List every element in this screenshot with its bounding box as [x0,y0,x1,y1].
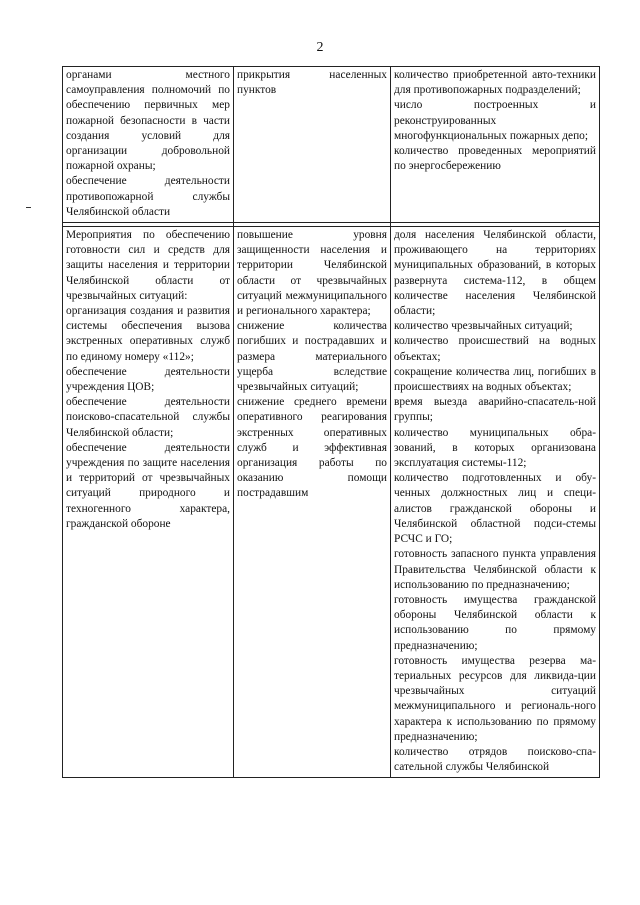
cell-paragraph: число построенных и реконструированных многофункциональных пожарных депо; [394,99,596,142]
cell-paragraph: обеспечение деятельности учреждения по защите населения и территорий от чрезвычайных ситуаций природного и техногенного характера, гражданской обороне [66,441,230,530]
cell-paragraph: готовность запасного пункта управления Правительства Челябинской области к использованию по предназначению; [394,548,596,591]
cell-paragraph: доля населения Челябинской области, проживающего на территориях муниципальных образований, в которых развернута система-112, в общем количестве населения Челябинской области; [394,229,596,318]
table-row [63,67,600,223]
page-number: 2 [316,40,324,55]
cell-paragraph: количество проведенных мероприятий по энергосбережению [394,145,596,173]
cell-paragraph: организация создания и развития системы обеспечения вызова экстренных оперативных служб по единому номеру «112»; [66,305,230,363]
indicators-table [62,66,600,778]
cell-paragraph: готовность имущества гражданской обороны Челябинской области к использованию по прямому предназначению; [394,593,596,652]
cell-paragraph: повышение уровня защищенности населения и территории Челябинской области от чрезвычайных ситуаций межмуниципального и регионального характера; [237,229,387,318]
table-cell-col2 [234,227,391,778]
cell-paragraph: обеспечение деятельности поисково-спасательной службы Челябинской области; [66,396,230,439]
cell-paragraph: сокращение количества лиц, погибших в происшествиях на водных объектах; [394,365,596,394]
cell-paragraph: Мероприятия по обеспечению готовности сил и средств для защиты населения и территории Челябинской области от чрезвычайных ситуаций: [66,229,230,302]
cell-paragraph: снижение количества погибших и пострадавших и размера материального ущерба вследствие чрезвычайных ситуаций; [237,320,387,394]
cell-paragraph: количество подготовленных и обу-ченных должностных лиц и специ-алистов гражданской обороны и Челябинской областной подси-стемы РСЧС и ГО; [394,472,596,546]
table-cell-col1 [63,67,234,223]
cell-paragraph: снижение среднего времени оперативного реагирования экстренных оперативных служб и эффективная организация работы по оказанию помощи пострадавшим [237,396,387,500]
cell-paragraph: органами местного самоуправления полномочий по обеспечению первичных мер пожарной безопасности в части создания условий для организации добровольной пожарной охраны; [66,69,230,173]
cell-paragraph: количество происшествий на водных объектах; [394,335,596,363]
cell-paragraph: количество приобретенной авто-техники для противопожарных подразделений; [394,69,596,97]
scan-mark [26,207,31,208]
cell-paragraph: обеспечение деятельности противопожарной службы Челябинской области [66,175,230,218]
cell-paragraph: количество отрядов поисково-спа-сательной службы Челябинской [394,745,596,774]
cell-paragraph: количество муниципальных обра-зований, в которых организована эксплуатация системы-112; [394,426,596,470]
cell-paragraph: количество чрезвычайных ситуаций; [394,320,573,333]
table-cell-col3 [391,227,600,778]
cell-paragraph: время выезда аварийно-спасатель-ной группы; [394,396,596,424]
cell-paragraph: прикрытия населенных пунктов [237,69,387,97]
table-cell-col1 [63,227,234,778]
table-cell-col2 [234,67,391,223]
cell-paragraph: обеспечение деятельности учреждения ЦОВ; [66,365,230,394]
cell-paragraph: готовность имущества резерва ма-териальных ресурсов для ликвида-ции чрезвычайных ситуаций межмуниципального и региональ-ного характера к использованию по прямому предназначению; [394,654,596,743]
table-row [63,227,600,778]
table-cell-col3 [391,67,600,223]
